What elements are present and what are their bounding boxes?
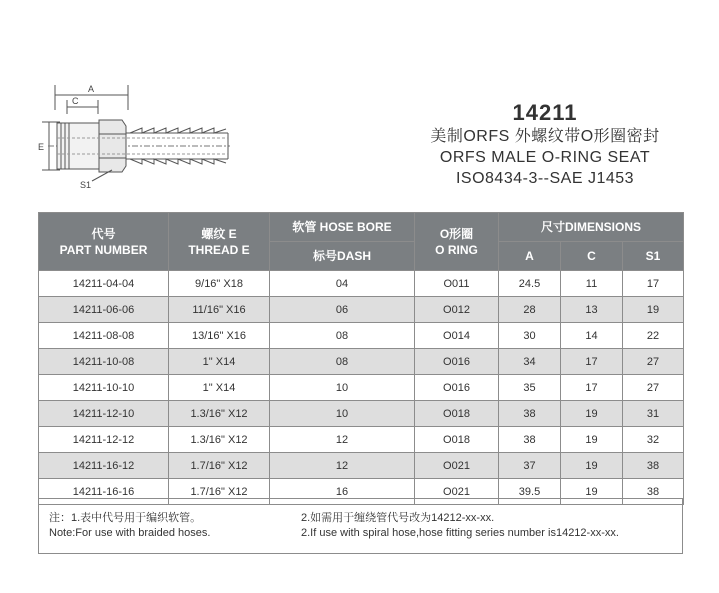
cell-thread: 11/16" X16 — [169, 297, 270, 323]
cell-a: 34 — [499, 349, 561, 375]
cell-part: 14211-10-10 — [39, 375, 169, 401]
notes-box — [38, 498, 683, 554]
table-row — [39, 401, 684, 427]
note-2-en: 2.If use with spiral hose,hose fitting series number is14212-xx-xx. — [301, 527, 619, 539]
cell-thread: 9/16" X18 — [169, 271, 270, 297]
cell-c: 14 — [561, 323, 623, 349]
spec-table — [38, 212, 684, 505]
cell-c: 19 — [561, 401, 623, 427]
header-c: C — [561, 242, 623, 271]
cell-dash: 12 — [270, 453, 415, 479]
cell-o-ring: O016 — [415, 349, 499, 375]
dim-e-label: E — [38, 142, 45, 152]
title-english: ORFS MALE O-RING SEAT — [439, 149, 651, 166]
header-thread-cn: 螺纹 E — [201, 226, 237, 241]
dim-a-label: A — [88, 84, 95, 94]
cell-s1: 31 — [623, 401, 684, 427]
dim-c-label: C — [72, 96, 79, 106]
cell-c: 19 — [561, 427, 623, 453]
cell-part: 14211-12-10 — [39, 401, 169, 427]
cell-dash: 12 — [270, 427, 415, 453]
cell-thread: 1.7/16" X12 — [169, 479, 270, 505]
cell-s1: 27 — [623, 375, 684, 401]
cell-s1: 38 — [623, 453, 684, 479]
cell-c: 13 — [561, 297, 623, 323]
cell-a: 28 — [499, 297, 561, 323]
cell-c: 11 — [561, 271, 623, 297]
header-thread-en: THREAD E — [188, 242, 250, 257]
cell-part: 14211-16-12 — [39, 453, 169, 479]
cell-thread: 1.3/16" X12 — [169, 401, 270, 427]
cell-s1: 22 — [623, 323, 684, 349]
cell-c: 19 — [561, 479, 623, 505]
cell-thread: 1.3/16" X12 — [169, 427, 270, 453]
header-o-ring-cn: O形圈 — [439, 226, 474, 241]
cell-s1: 19 — [623, 297, 684, 323]
header-dash: 标号DASH — [270, 242, 415, 271]
dim-s1-label: S1 — [80, 180, 92, 190]
header-hose-bore: 软管 HOSE BORE — [270, 213, 415, 242]
table-row — [39, 427, 684, 453]
cell-dash: 06 — [270, 297, 415, 323]
cell-part: 14211-06-06 — [39, 297, 169, 323]
cell-thread: 1" X14 — [169, 349, 270, 375]
header-part-number — [39, 213, 169, 271]
cell-s1: 38 — [623, 479, 684, 505]
table-row — [39, 297, 684, 323]
cell-part: 14211-12-12 — [39, 427, 169, 453]
cell-part: 14211-10-08 — [39, 349, 169, 375]
title-standard: ISO8434-3--SAE J1453 — [455, 170, 635, 187]
table-row — [39, 271, 684, 297]
header-thread — [169, 213, 270, 271]
product-code: 14211 — [512, 100, 578, 125]
cell-o-ring: O018 — [415, 427, 499, 453]
cell-dash: 10 — [270, 375, 415, 401]
title-chinese: 美制ORFS 外螺纹带O形圈密封 — [430, 128, 660, 145]
note-1-cn: 注：1.表中代号用于编织软管。 — [49, 512, 202, 524]
header-part-number-cn: 代号 — [91, 226, 116, 241]
cell-part: 14211-08-08 — [39, 323, 169, 349]
cell-thread: 1" X14 — [169, 375, 270, 401]
cell-a: 38 — [499, 427, 561, 453]
cell-c: 17 — [561, 375, 623, 401]
table-row — [39, 375, 684, 401]
cell-a: 38 — [499, 401, 561, 427]
notes-column-1 — [49, 511, 210, 541]
cell-dash: 16 — [270, 479, 415, 505]
note-2-cn: 2.如需用于缠绕管代号改为14212-xx-xx. — [301, 512, 495, 524]
cell-o-ring: O011 — [415, 271, 499, 297]
cell-s1: 32 — [623, 427, 684, 453]
cell-o-ring: O021 — [415, 479, 499, 505]
cell-thread: 1.7/16" X12 — [169, 453, 270, 479]
title-block — [415, 100, 675, 189]
header-o-ring-en: O RING — [435, 242, 478, 257]
cell-a: 30 — [499, 323, 561, 349]
cell-part: 14211-04-04 — [39, 271, 169, 297]
cell-o-ring: O016 — [415, 375, 499, 401]
fitting-drawing — [30, 82, 250, 192]
cell-o-ring: O021 — [415, 453, 499, 479]
cell-c: 17 — [561, 349, 623, 375]
cell-dash: 08 — [270, 349, 415, 375]
table-row — [39, 323, 684, 349]
header-o-ring — [415, 213, 499, 271]
note-1-en: Note:For use with braided hoses. — [49, 527, 211, 539]
cell-a: 35 — [499, 375, 561, 401]
cell-o-ring: O018 — [415, 401, 499, 427]
table-row — [39, 349, 684, 375]
cell-s1: 17 — [623, 271, 684, 297]
table-row — [39, 453, 684, 479]
cell-a: 37 — [499, 453, 561, 479]
cell-a: 39.5 — [499, 479, 561, 505]
cell-dash: 08 — [270, 323, 415, 349]
cell-dash: 04 — [270, 271, 415, 297]
cell-o-ring: O014 — [415, 323, 499, 349]
cell-thread: 13/16" X16 — [169, 323, 270, 349]
cell-dash: 10 — [270, 401, 415, 427]
header-a: A — [499, 242, 561, 271]
cell-part: 14211-16-16 — [39, 479, 169, 505]
cell-c: 19 — [561, 453, 623, 479]
header-s1: S1 — [623, 242, 684, 271]
header-dimensions: 尺寸DIMENSIONS — [499, 213, 684, 242]
notes-column-2 — [301, 511, 619, 541]
cell-o-ring: O012 — [415, 297, 499, 323]
cell-s1: 27 — [623, 349, 684, 375]
cell-a: 24.5 — [499, 271, 561, 297]
header-part-number-en: PART NUMBER — [59, 242, 148, 257]
